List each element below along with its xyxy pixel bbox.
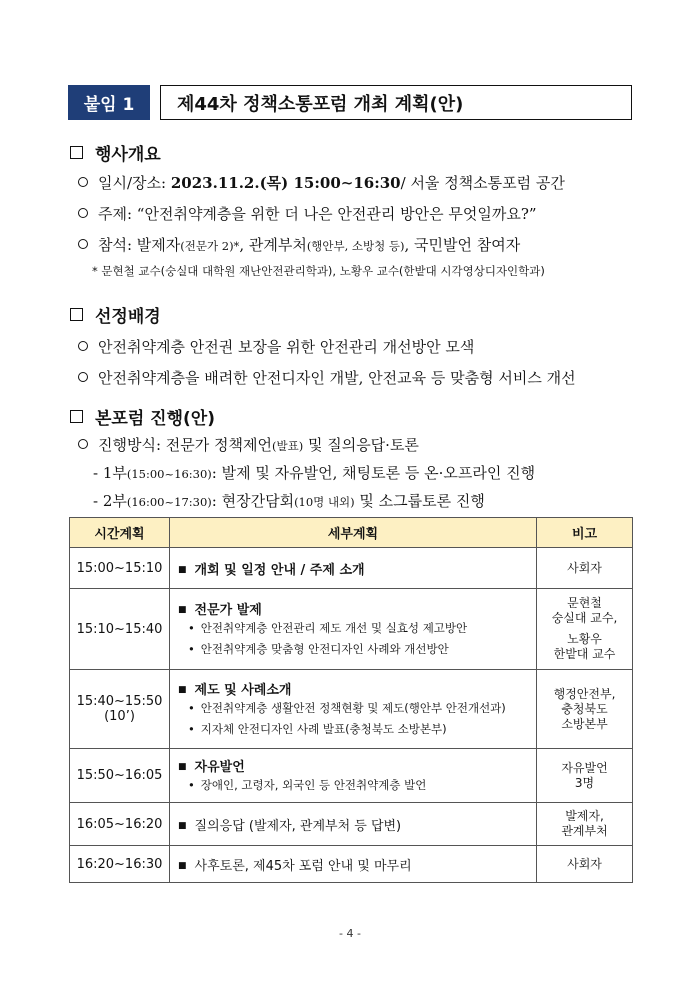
part-text: 및 소그룹토론 진행	[354, 492, 485, 510]
row-plan	[170, 749, 537, 803]
overview-attendees-line	[78, 234, 520, 255]
attachment-header	[68, 85, 632, 120]
forum-method-line	[78, 434, 419, 455]
note-line: 문현철	[567, 596, 602, 610]
header-time: 시간계획	[70, 518, 170, 548]
schedule-table	[69, 517, 633, 883]
attendees-small: (전문가 2)*	[180, 239, 240, 253]
row-plan	[170, 548, 537, 589]
plan-heading: ■ 질의응답 (발제자, 관계부처 등 답변)	[178, 815, 536, 834]
note-line: 한밭대 교수	[553, 647, 616, 661]
part2-line	[93, 490, 485, 511]
background-text: 안전취약계층 안전권 보장을 위한 안전관리 개선방안 모색	[98, 338, 475, 356]
row-time	[70, 670, 170, 749]
circle-bullet-icon	[78, 208, 88, 218]
date-place: / 서울 정책소통포럼 공간	[400, 174, 565, 192]
row-plan	[170, 589, 537, 670]
method-text: 진행방식: 전문가 정책제언	[98, 436, 272, 454]
section-title: 행사개요	[95, 145, 161, 165]
date-value: 2023.11.2.(목) 15:00∼16:30	[170, 174, 401, 192]
attendees-small: (행안부, 소방청 등)	[306, 239, 405, 253]
plan-heading: ■ 제도 및 사례소개	[178, 679, 536, 698]
section-title: 선정배경	[95, 307, 161, 327]
note-line: 소방본부	[561, 716, 608, 731]
topic-text: 주제: “안전취약계층을 위한 더 나은 안전관리 방안은 무엇일까요?”	[98, 205, 537, 223]
checkbox-square-icon	[70, 308, 83, 321]
time-text: 15:40~15:50	[76, 694, 163, 709]
row-note: 사회자	[537, 548, 633, 589]
part-label: - 2부	[93, 492, 127, 510]
row-note	[537, 749, 633, 803]
table-row	[70, 749, 633, 803]
row-note	[537, 589, 633, 670]
part-small: (10명 내외)	[294, 495, 355, 509]
row-plan	[170, 670, 537, 749]
note-line: 행정안전부,	[553, 686, 616, 701]
note-line: 노황우	[567, 632, 602, 646]
plan-item: • 안전취약계층 생활안전 정책현황 및 제도(행안부 안전개선과)	[178, 698, 536, 719]
checkbox-square-icon	[70, 410, 83, 423]
table-row	[70, 670, 633, 749]
table-row	[70, 589, 633, 670]
row-plan	[170, 803, 537, 846]
row-time: 16:05~16:20	[70, 803, 170, 846]
part1-line	[93, 462, 535, 483]
note-line: 충청북도	[561, 701, 608, 716]
part-time: (16:00~17:30)	[126, 495, 212, 509]
circle-bullet-icon	[78, 341, 88, 351]
background-item	[78, 336, 474, 357]
attachment-tag: 붙임 1	[68, 85, 150, 120]
part-text: : 발제 및 자유발언, 채팅토론 등 온·오프라인 진행	[211, 464, 536, 482]
header-note: 비고	[537, 518, 633, 548]
row-note	[537, 670, 633, 749]
attendees-text: , 국민발언 참여자	[404, 236, 521, 254]
part-label: - 1부	[93, 464, 127, 482]
note-line: 자유발언	[561, 760, 608, 775]
circle-bullet-icon	[78, 177, 88, 187]
section-title: 본포럼 진행(안)	[95, 409, 215, 429]
circle-bullet-icon	[78, 239, 88, 249]
circle-bullet-icon	[78, 439, 88, 449]
attendees-text: , 관계부처	[239, 236, 307, 254]
plan-item: • 안전취약계층 안전관리 제도 개선 및 실효성 제고방안	[178, 618, 536, 639]
date-label: 일시/장소:	[98, 174, 171, 192]
method-small: (발표)	[271, 439, 304, 453]
row-time: 16:20~16:30	[70, 846, 170, 883]
row-time: 15:00~15:10	[70, 548, 170, 589]
row-time: 15:10~15:40	[70, 589, 170, 670]
attendees-text: 참석: 발제자	[98, 236, 181, 254]
plan-heading: ■ 전문가 발제	[178, 599, 536, 618]
header-plan: 세부계획	[170, 518, 537, 548]
checkbox-square-icon	[70, 146, 83, 159]
part-time: (15:00~16:30)	[126, 467, 212, 481]
overview-topic-line	[78, 203, 537, 224]
method-text: 및 질의응답·토론	[303, 436, 419, 454]
circle-bullet-icon	[78, 372, 88, 382]
plan-heading: ■ 자유발언	[178, 756, 536, 775]
row-plan	[170, 846, 537, 883]
background-text: 안전취약계층을 배려한 안전디자인 개발, 안전교육 등 맞춤형 서비스 개선	[98, 369, 576, 387]
page-number: - 4 -	[339, 927, 361, 940]
plan-item: • 안전취약계층 맞춤형 안전디자인 사례와 개선방안	[178, 639, 536, 660]
section-overview-heading	[70, 140, 161, 165]
background-item	[78, 367, 576, 388]
table-row	[70, 548, 633, 589]
row-note	[537, 803, 633, 846]
presenter-footnote: * 문현철 교수(숭실대 대학원 재난안전관리학과), 노황우 교수(한밭대 시각영상디자인학과)	[92, 264, 545, 278]
section-forum-heading	[70, 404, 215, 429]
note-line: 3명	[574, 775, 595, 790]
row-note: 사회자	[537, 846, 633, 883]
table-header-row	[70, 518, 633, 548]
note-line: 관계부처	[561, 824, 608, 838]
plan-heading: ■ 사후토론, 제45차 포럼 안내 및 마무리	[178, 855, 536, 874]
table-row	[70, 846, 633, 883]
table-row	[70, 803, 633, 846]
document-title: 제44차 정책소통포럼 개최 계획(안)	[160, 85, 632, 120]
note-line: 숭실대 교수,	[551, 611, 618, 625]
overview-date-line	[78, 172, 565, 193]
plan-item: • 지자체 안전디자인 사례 발표(충청북도 소방본부)	[178, 719, 536, 740]
note-line: 발제자,	[565, 809, 604, 823]
plan-heading: ■ 개회 및 일정 안내 / 주제 소개	[178, 559, 536, 578]
row-time: 15:50~16:05	[70, 749, 170, 803]
time-duration: (10’)	[104, 709, 135, 724]
part-text: : 현장간담회	[211, 492, 295, 510]
section-background-heading	[70, 302, 161, 327]
plan-item: • 장애인, 고령자, 외국인 등 안전취약계층 발언	[178, 775, 536, 796]
